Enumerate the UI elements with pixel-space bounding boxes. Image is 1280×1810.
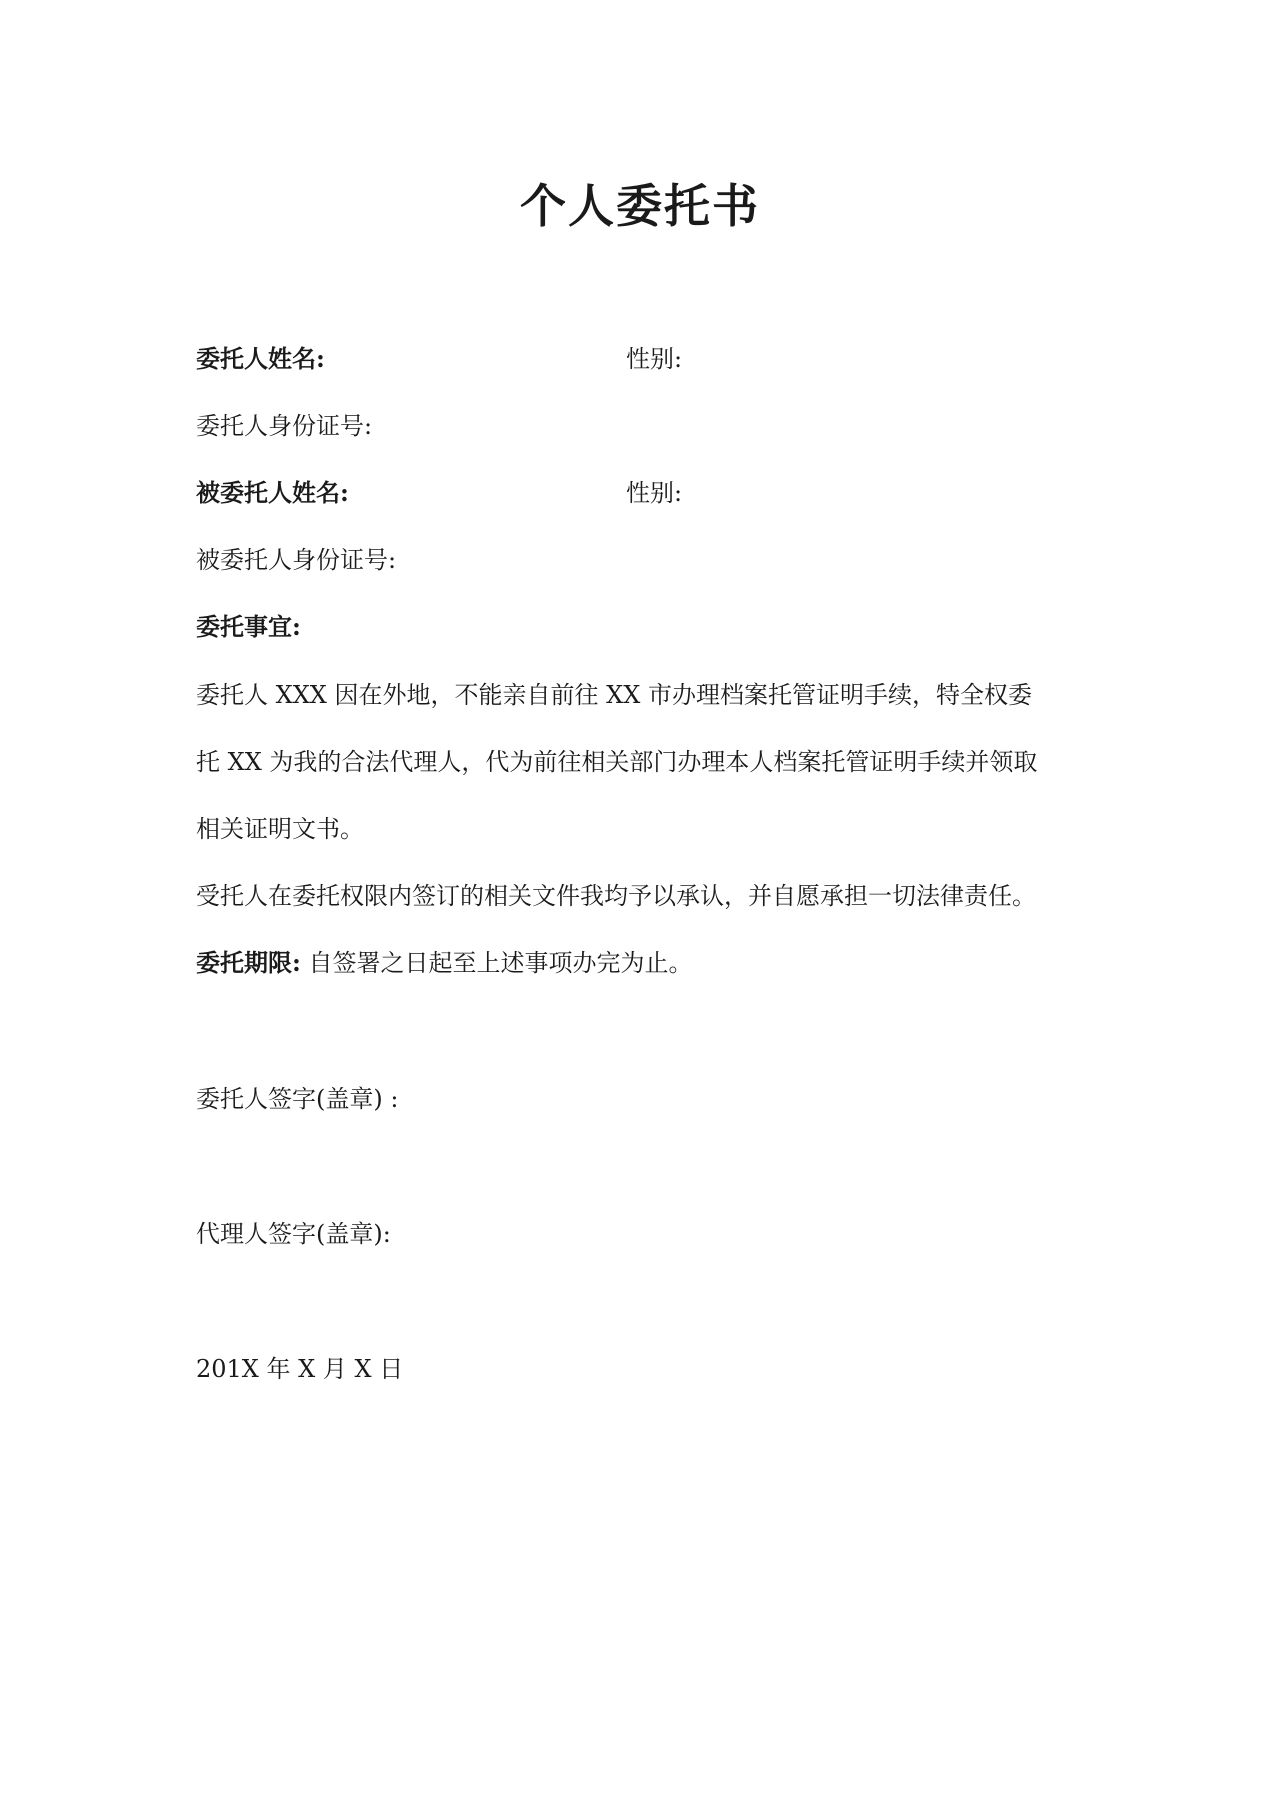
document-title: 个人委托书	[520, 179, 760, 233]
matters-heading: 委托事宜:	[196, 612, 301, 641]
body-line-2: 托 XX 为我的合法代理人，代为前往相关部门办理本人档案托管证明手续并领取	[196, 748, 1038, 776]
principal-signature-label: 委托人签字(盖章) :	[196, 1085, 399, 1113]
term-text: 自签署之日起至上述事项办完为止。	[308, 949, 693, 977]
body-line-4: 受托人在委托权限内签订的相关文件我均予以承认，并自愿承担一切法律责任。	[196, 882, 1036, 910]
agent-name-label: 被委托人姓名:	[196, 478, 349, 507]
body-line-3: 相关证明文书。	[196, 815, 364, 843]
signing-date: 201X 年 X 月 X 日	[196, 1355, 404, 1383]
principal-id-label: 委托人身份证号:	[196, 412, 373, 440]
agent-signature-label: 代理人签字(盖章):	[196, 1220, 391, 1248]
principal-gender-label: 性别:	[626, 345, 683, 373]
principal-name-label: 委托人姓名:	[196, 344, 325, 373]
agent-gender-label: 性别:	[626, 479, 683, 507]
term-label: 委托期限:	[196, 948, 301, 977]
agent-id-label: 被委托人身份证号:	[196, 546, 397, 574]
term-line	[196, 946, 693, 980]
body-line-1: 委托人 XXX 因在外地，不能亲自前往 XX 市办理档案托管证明手续，特全权委	[196, 681, 1032, 709]
